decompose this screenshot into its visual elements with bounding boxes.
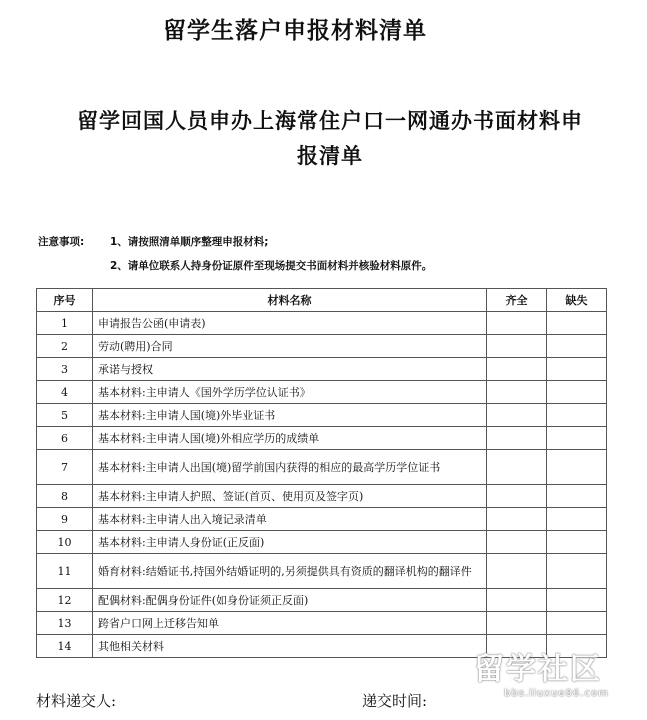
header-serial-no: 序号 xyxy=(37,289,93,312)
note-item-1: 1、请按照清单顺序整理申报材料; xyxy=(110,236,269,248)
page-title: 留学生落户申报材料清单 xyxy=(163,18,427,44)
row-missing-cell xyxy=(547,358,607,381)
header-complete: 齐全 xyxy=(487,289,547,312)
table-row xyxy=(37,381,607,404)
table-row xyxy=(37,531,607,554)
row-complete-cell xyxy=(487,381,547,404)
row-number: 9 xyxy=(37,508,93,531)
row-number: 4 xyxy=(37,381,93,404)
row-number: 12 xyxy=(37,589,93,612)
note-row-1 xyxy=(38,230,618,254)
row-missing-cell xyxy=(547,612,607,635)
row-material-name: 配偶材料:配偶身份证件(如身份证须正反面) xyxy=(93,589,487,612)
row-complete-cell xyxy=(487,427,547,450)
document-title xyxy=(50,104,610,174)
header-missing: 缺失 xyxy=(547,289,607,312)
notes-label: 注意事项: xyxy=(38,236,85,248)
table-row xyxy=(37,485,607,508)
row-material-name: 基本材料:主申请人出国(境)留学前国内获得的相应的最高学历学位证书 xyxy=(93,450,487,485)
row-complete-cell xyxy=(487,312,547,335)
note-row-2 xyxy=(38,254,618,278)
row-complete-cell xyxy=(487,612,547,635)
row-material-name: 基本材料:主申请人护照、签证(首页、使用页及签字页) xyxy=(93,485,487,508)
watermark xyxy=(474,652,639,712)
row-number: 8 xyxy=(37,485,93,508)
table-row xyxy=(37,312,607,335)
submitter-label: 材料递交人: xyxy=(36,692,117,710)
table-row xyxy=(37,358,607,381)
document-title-line-2: 报清单 xyxy=(297,144,363,168)
watermark-logo-text: 留学社区 xyxy=(474,652,602,687)
row-number: 2 xyxy=(37,335,93,358)
row-number: 7 xyxy=(37,450,93,485)
table-row xyxy=(37,589,607,612)
table-row xyxy=(37,612,607,635)
row-number: 14 xyxy=(37,635,93,658)
row-material-name: 劳动(聘用)合同 xyxy=(93,335,487,358)
row-missing-cell xyxy=(547,450,607,485)
row-number: 11 xyxy=(37,554,93,589)
row-number: 13 xyxy=(37,612,93,635)
row-material-name: 婚育材料:结婚证书,持国外结婚证明的,另须提供具有资质的翻译机构的翻译件 xyxy=(93,554,487,589)
table-row xyxy=(37,427,607,450)
row-complete-cell xyxy=(487,508,547,531)
row-complete-cell xyxy=(487,531,547,554)
row-material-name: 基本材料:主申请人出入境记录清单 xyxy=(93,508,487,531)
row-missing-cell xyxy=(547,335,607,358)
row-material-name: 基本材料:主申请人身份证(正反面) xyxy=(93,531,487,554)
notes-label-spacer xyxy=(38,254,110,278)
row-material-name: 基本材料:主申请人国(境)外毕业证书 xyxy=(93,404,487,427)
row-material-name: 其他相关材料 xyxy=(93,635,487,658)
row-material-name: 申请报告公函(申请表) xyxy=(93,312,487,335)
row-missing-cell xyxy=(547,381,607,404)
document-title-line-1: 留学回国人员申办上海常住户口一网通办书面材料申 xyxy=(77,109,583,133)
row-missing-cell xyxy=(547,554,607,589)
row-missing-cell xyxy=(547,485,607,508)
row-number: 10 xyxy=(37,531,93,554)
row-material-name: 跨省户口网上迁移告知单 xyxy=(93,612,487,635)
table-row xyxy=(37,404,607,427)
row-complete-cell xyxy=(487,485,547,508)
row-missing-cell xyxy=(547,404,607,427)
notes-section xyxy=(38,230,618,278)
row-number: 6 xyxy=(37,427,93,450)
watermark-url: bbs.liuxue86.com xyxy=(504,688,609,699)
row-missing-cell xyxy=(547,312,607,335)
header-material-name: 材料名称 xyxy=(93,289,487,312)
row-number: 5 xyxy=(37,404,93,427)
row-number: 3 xyxy=(37,358,93,381)
table-row xyxy=(37,554,607,589)
table-row xyxy=(37,335,607,358)
table-row xyxy=(37,508,607,531)
row-complete-cell xyxy=(487,404,547,427)
submit-time-label: 递交时间: xyxy=(362,692,428,710)
row-complete-cell xyxy=(487,450,547,485)
row-complete-cell xyxy=(487,358,547,381)
materials-table xyxy=(36,288,607,658)
row-missing-cell xyxy=(547,427,607,450)
row-number: 1 xyxy=(37,312,93,335)
row-material-name: 基本材料:主申请人国(境)外相应学历的成绩单 xyxy=(93,427,487,450)
row-missing-cell xyxy=(547,508,607,531)
table-row xyxy=(37,450,607,485)
note-item-2: 2、请单位联系人持身份证原件至现场提交书面材料并核验材料原件。 xyxy=(110,260,433,272)
table-header-row xyxy=(37,289,607,312)
row-complete-cell xyxy=(487,335,547,358)
row-missing-cell xyxy=(547,531,607,554)
row-material-name: 基本材料:主申请人《国外学历学位认证书》 xyxy=(93,381,487,404)
row-complete-cell xyxy=(487,554,547,589)
row-material-name: 承诺与授权 xyxy=(93,358,487,381)
row-missing-cell xyxy=(547,589,607,612)
row-complete-cell xyxy=(487,589,547,612)
